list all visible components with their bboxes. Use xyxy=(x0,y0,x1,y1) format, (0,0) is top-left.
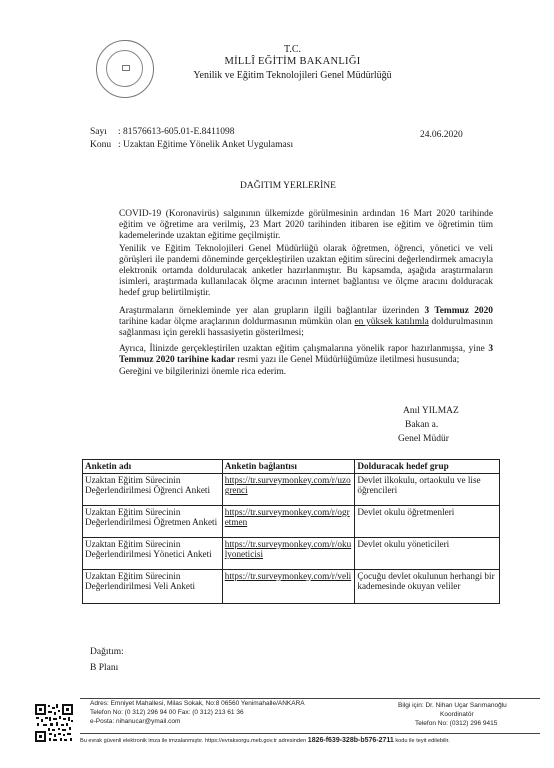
survey-link-text[interactable]: https://tr.surveymonkey.com/r/veli xyxy=(224,570,352,581)
survey-name: Uzaktan Eğitim Sürecinin Değerlendirilmesi Veli Anketi xyxy=(83,569,223,603)
body-paragraph-2 xyxy=(83,244,493,299)
sayi-label: Sayı xyxy=(90,127,107,137)
seal-emblem xyxy=(122,65,130,71)
table-row xyxy=(83,505,500,537)
survey-table xyxy=(82,459,500,604)
header-directorate: Yenilik ve Eğitim Teknolojileri Genel Müdürlüğü xyxy=(193,70,392,81)
footer-phone: Telefon No: (0 312) 296 94 00 Fax: (0 312) 213 61 36 xyxy=(90,709,244,716)
distribution-label: Dağıtım: xyxy=(90,647,124,657)
body-paragraph-3 xyxy=(83,306,493,339)
verification-text: Bu evrak güvenli elektronik imza ile imzalanmıştır. https://evraksorgu.meb.gov.tr adresinden xyxy=(80,738,307,744)
body-paragraph-4 xyxy=(83,344,493,366)
survey-link[interactable] xyxy=(222,505,355,537)
header-ministry: MİLLÎ EĞİTİM BAKANLIĞI xyxy=(224,56,361,67)
survey-link[interactable] xyxy=(222,537,355,569)
target-group: Devlet okulu yöneticileri xyxy=(355,537,500,569)
paragraph-5-text: Gereğini ve bilgilerinizi önemle rica ederim. xyxy=(119,367,287,377)
p3-part-c: tarihine kadar ölçme araçlarının doldurmasının mümkün olan xyxy=(119,317,355,327)
survey-name: Uzaktan Eğitim Sürecinin Değerlendirilmesi Yönetici Anketi xyxy=(83,537,223,569)
footer-divider-bottom xyxy=(80,733,540,734)
ministry-seal xyxy=(96,40,154,98)
paragraph-1-text: COVID-19 (Koronavirüs) salgınının ülkemizde görülmesinin ardından 16 Mart 2020 tarihinde eğitim ve öğretime ara verilmiş, 23 Mart 2020 tarihinden itibaren ise eğitim ve öğretimin tüm kademelerinde uzaktan eğitime geçilmiştir. xyxy=(119,209,493,241)
table-header: Anketin bağlantısı xyxy=(222,460,355,474)
distribution-plan: B Planı xyxy=(90,663,119,673)
verification-code: 1826-f639-328b-b576-2711 xyxy=(307,737,394,744)
survey-link[interactable] xyxy=(222,473,355,505)
footer-info-role: Koordinatör xyxy=(440,711,474,718)
table-header-row xyxy=(83,460,500,474)
table-row xyxy=(83,569,500,603)
footer-address: Adres: Emniyet Mahallesi, Milas Sokak, No:8 06560 Yenimahalle/ANKARA xyxy=(90,700,305,707)
verification-note xyxy=(80,737,450,745)
table-row xyxy=(83,473,500,505)
survey-link-text[interactable]: https://tr.surveymonkey.com/r/uzogrenci xyxy=(224,474,351,496)
p4-deadline: 3 Temmuz 2020 tarihine kadar xyxy=(119,344,493,365)
survey-link-text[interactable]: https://tr.surveymonkey.com/r/okulyoneticisi xyxy=(224,538,352,560)
target-group: Devlet ilkokulu, ortaokulu ve lise öğrencileri xyxy=(355,473,500,505)
footer-divider xyxy=(80,698,540,699)
p3-part-a: Araştırmaların örnekleminde yer alan grupların ilgili bağlantılar üzerinden xyxy=(119,306,425,316)
target-group: Çocuğu devlet okulunun herhangi bir kademesinde okuyan veliler xyxy=(355,569,500,603)
survey-name: Uzaktan Eğitim Sürecinin Değerlendirilmesi Öğrenci Anketi xyxy=(83,473,223,505)
paragraph-2-text: Yenilik ve Eğitim Teknolojileri Genel Müdürlüğü olarak öğretmen, öğrenci, yönetici ve veli görüşleri ile pandemi döneminde gerçekleştirilen uzaktan eğitim sürecini değerlendirmek amacıyla elektronik ortamda doldurulacak anketler hazırlanmıştır. Bu kapsamda, aşağıda araştırmaların isimleri, araştırmada kullanılacak ölçme aracının internet bağlantısı ve ölçme aracını dolduracak hedef grup belirtilmiştir. xyxy=(119,244,493,298)
target-group: Devlet okulu öğretmenleri xyxy=(355,505,500,537)
paragraph-4-text xyxy=(83,344,493,366)
qr-code xyxy=(34,703,74,743)
document-date: 24.06.2020 xyxy=(420,130,463,140)
survey-name: Uzaktan Eğitim Sürecinin Değerlendirilmesi Öğretmen Anketi xyxy=(83,505,223,537)
body-paragraph-5 xyxy=(83,367,493,378)
p4-part-c: resmi yazı ile Genel Müdürlüğümüze iletilmesi hususunda; xyxy=(235,355,460,365)
p3-deadline: 3 Temmuz 2020 xyxy=(424,306,493,316)
signatory-title-1: Bakan a. xyxy=(405,420,439,430)
survey-link[interactable] xyxy=(222,569,355,603)
body-paragraph-1 xyxy=(83,209,493,242)
signatory-title-2: Genel Müdür xyxy=(398,434,449,444)
footer-info-contact: Bilgi için: Dr. Nihan Uçar Sarımanoğlu xyxy=(398,702,507,709)
konu-value: : Uzaktan Eğitime Yönelik Anket Uygulaması xyxy=(118,140,294,150)
survey-link-text[interactable]: https://tr.surveymonkey.com/r/ogretmen xyxy=(224,506,350,528)
table-header: Dolduracak hedef grup xyxy=(355,460,500,474)
footer-email: e-Posta: nihanucar@ymail.com xyxy=(90,718,181,725)
table-header: Anketin adı xyxy=(83,460,223,474)
table-row xyxy=(83,537,500,569)
verification-suffix: kodu ile teyit edilebilir. xyxy=(395,738,450,744)
footer-info-phone: Telefon No: (0312) 296 9415 xyxy=(415,720,498,727)
p3-emphasis: en yüksek katılımla xyxy=(354,317,429,327)
header-tc: T.C. xyxy=(283,44,302,55)
paragraph-3-text xyxy=(83,306,493,339)
signatory-name: Anıl YILMAZ xyxy=(403,406,459,416)
sayi-value: : 81576613-605.01-E.8411098 xyxy=(118,127,235,137)
recipient-heading: DAĞITIM YERLERİNE xyxy=(240,181,336,191)
konu-label: Konu xyxy=(90,140,112,150)
p3-part-e: doldurulmasının sağlanması için gerekli hassasiyetin gösterilmesi; xyxy=(119,317,493,338)
p4-part-a: Ayrıca, İlinizde gerçekleştirilen uzaktan eğitim çalışmalarına yönelik rapor hazırlanmışsa, yine xyxy=(119,344,489,354)
